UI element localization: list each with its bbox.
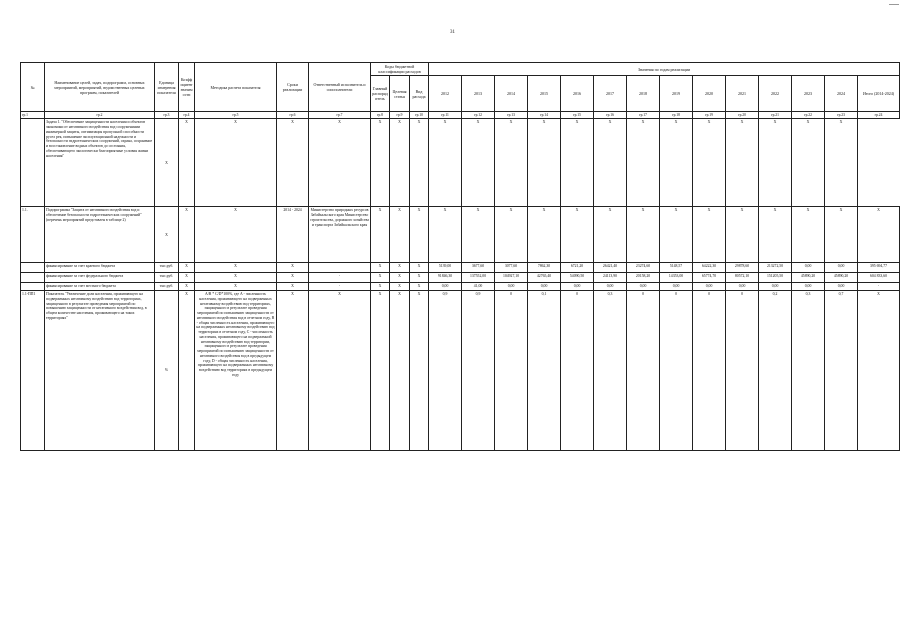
value-cell: 0	[561, 291, 594, 451]
cell: X	[429, 207, 462, 263]
cell: X	[627, 119, 660, 207]
value-cell: 45890,20	[792, 273, 825, 283]
col-number: гр.14	[528, 112, 561, 119]
col-number: гр.3	[155, 112, 179, 119]
value-cell: 91846,30	[429, 273, 462, 283]
cell: X	[371, 207, 390, 263]
col-number: гр.16	[594, 112, 627, 119]
value-cell: 0,00	[759, 283, 792, 291]
value-cell: 0,2	[759, 291, 792, 451]
value-cell: 20158,20	[627, 273, 660, 283]
cell: X	[693, 119, 726, 207]
cell: X	[410, 263, 429, 273]
cell: X	[726, 207, 759, 263]
header-year: 2015	[528, 76, 561, 112]
cell: X	[179, 263, 195, 273]
cell: X	[462, 207, 495, 263]
total-cell: X	[858, 291, 900, 451]
col-number: гр.9	[390, 112, 410, 119]
value-cell: 0	[627, 291, 660, 451]
header-code-target: Целевая статья	[390, 76, 410, 112]
value-cell: 0,00	[693, 283, 726, 291]
header-values: Значения по годам реализации	[429, 63, 900, 76]
cell: X	[309, 291, 371, 451]
header-year: 2021	[726, 76, 759, 112]
header-unit: Единица измерения показателя	[155, 63, 179, 112]
col-number: гр.2	[45, 112, 155, 119]
total-cell: -	[858, 283, 900, 291]
header-num: №	[21, 63, 45, 112]
cell	[309, 263, 371, 273]
header-year: 2016	[561, 76, 594, 112]
value-cell: 0,00	[825, 263, 858, 273]
value-cell: 0,3	[594, 291, 627, 451]
header-year: 2013	[462, 76, 495, 112]
col-number: гр.20	[726, 112, 759, 119]
value-cell: 26421,40	[594, 263, 627, 273]
cell: X	[759, 119, 792, 207]
value-cell: 3677,60	[462, 263, 495, 273]
column-numbers-row	[21, 112, 900, 119]
col-number: гр.22	[792, 112, 825, 119]
header-total: Итого (2014-2024)	[858, 76, 900, 112]
header-year: 2022	[759, 76, 792, 112]
cell: X	[390, 207, 410, 263]
task-unit: X	[155, 119, 179, 207]
cell: X	[660, 207, 693, 263]
header-coef: Коэффициент значимости	[179, 63, 195, 112]
col-number: гр.13	[495, 112, 528, 119]
col-number: гр.5	[195, 112, 277, 119]
col-number: гр.21	[759, 112, 792, 119]
col-number: гр.19	[693, 112, 726, 119]
cell: X	[528, 119, 561, 207]
cell: X	[561, 207, 594, 263]
cell: X	[410, 283, 429, 291]
cell: X	[371, 283, 390, 291]
value-cell: 0	[693, 291, 726, 451]
cell: X	[179, 283, 195, 291]
value-cell: 151205,50	[759, 273, 792, 283]
financing-unit: тыс.руб.	[155, 283, 179, 291]
value-cell: 0	[495, 291, 528, 451]
header-term: Сроки реализации	[277, 63, 309, 112]
col-number: гр.6	[277, 112, 309, 119]
value-cell: 6721,20	[561, 263, 594, 273]
cell: X	[195, 283, 277, 291]
value-cell: 0,00	[792, 283, 825, 291]
cell: X	[195, 273, 277, 283]
value-cell: 5148,57	[660, 263, 693, 273]
cell: X	[277, 283, 309, 291]
cell: X	[495, 207, 528, 263]
col-number: гр.24	[858, 112, 900, 119]
cell: X	[825, 119, 858, 207]
col-number: гр.11	[429, 112, 462, 119]
col-number: гр.12	[462, 112, 495, 119]
cell: X	[179, 119, 195, 207]
value-cell: 0,00	[660, 283, 693, 291]
cell: X	[528, 207, 561, 263]
value-cell: 29878,60	[726, 263, 759, 273]
cell: X	[277, 119, 309, 207]
subprogram-executor: Министерство природных ресурсов Забайкальского края Министерство строительства, дорожного хозяйства и транспорта Забайкальского края	[309, 207, 371, 263]
value-cell: 65774,70	[693, 273, 726, 283]
value-cell: 137552,00	[462, 273, 495, 283]
value-cell: 0,7	[825, 291, 858, 451]
header-code-type: Вид расхода	[410, 76, 429, 112]
header-year: 2018	[627, 76, 660, 112]
cell: X	[371, 291, 390, 451]
cell: X	[371, 263, 390, 273]
cell: X	[858, 207, 900, 263]
subprogram-unit: X	[155, 207, 179, 263]
value-cell: 7862,30	[528, 263, 561, 273]
financing-name: финансирование за счет местного бюджета	[45, 283, 155, 291]
indicator-unit: %	[155, 291, 179, 451]
cell: X	[410, 291, 429, 451]
value-cell: 42765,40	[528, 273, 561, 283]
value-cell: 0	[726, 291, 759, 451]
task-name: Задача 1. "Обеспечение защищенности населения и объектов экономики от негативного воздействия вод сооружениями инженерной защиты, оптимизация пропускной способности русел рек, повышение эксплуатационной надежности и безопасности гидротехнических сооружений, охрана, сохранение и восстановление водных объектов до состояния, обеспечивающего экологически благоприятные условия жизни населения"	[45, 119, 155, 207]
indicator-method: A/B * C/D*100%, где A - численность населения, проживающего на подверженных негативному воздействию вод территориях, защищенного в результате проведения мероприятий по повышению защищенности от негативного воздействия вод в отчетном году, B - общая численность населения, проживающего на подверженных негативному воздействию вод территориях в отчетном году, C - численность населения, проживающего на подверженной негативному воздействию вод территории, защищенного в результате проведения мероприятий по повышению защищенности от негативного воздействия вод в предыдущем году, D - общая численность населения, проживающего на подверженных негативному воздействию вод территориях в предыдущем году	[195, 291, 277, 451]
header-year: 2023	[792, 76, 825, 112]
value-cell: 104927,10	[495, 273, 528, 283]
cell: X	[792, 207, 825, 263]
financing-regional-row	[21, 263, 900, 273]
cell: X	[195, 207, 277, 263]
cell: X	[594, 119, 627, 207]
value-cell: 45890,20	[825, 273, 858, 283]
col-number: гр.1	[21, 112, 45, 119]
header-year: 2020	[693, 76, 726, 112]
col-number: гр.8	[371, 112, 390, 119]
value-cell: 0,00	[528, 283, 561, 291]
row-num	[21, 119, 45, 207]
cell: X	[277, 263, 309, 273]
subprogram-row	[21, 207, 900, 263]
value-cell: 213272,50	[759, 263, 792, 273]
col-number: гр.4	[179, 112, 195, 119]
cell: X	[726, 119, 759, 207]
header-executor: Ответственный исполнитель и соисполнители	[309, 63, 371, 112]
header-year: 2019	[660, 76, 693, 112]
total-cell: 604 833,60	[858, 273, 900, 283]
cell: -	[309, 283, 371, 291]
value-cell: 0,00	[792, 263, 825, 273]
cell: X	[390, 283, 410, 291]
cell: X	[277, 273, 309, 283]
value-cell: 41,00	[462, 283, 495, 291]
page-number: 31	[450, 30, 455, 35]
value-cell: 14353,00	[660, 273, 693, 283]
financing-federal-row	[21, 273, 900, 283]
cell: X	[410, 119, 429, 207]
value-cell: 80572,10	[726, 273, 759, 283]
value-cell: 3077,60	[495, 263, 528, 273]
col-number: гр.10	[410, 112, 429, 119]
header-code-grbs: Главный распорядитель	[371, 76, 390, 112]
value-cell: 5139,00	[429, 263, 462, 273]
cell: X	[371, 119, 390, 207]
value-cell: 64222,30	[693, 263, 726, 273]
cell: X	[561, 119, 594, 207]
value-cell: 23274,60	[627, 263, 660, 273]
cell: X	[277, 291, 309, 451]
cell: X	[825, 207, 858, 263]
financing-unit: тыс.руб.	[155, 273, 179, 283]
total-cell: 395 694,77	[858, 263, 900, 273]
value-cell: 0,00	[594, 283, 627, 291]
cell: X	[179, 273, 195, 283]
header-codes: Коды бюджетной классификации расходов	[371, 63, 429, 76]
cell: X	[660, 119, 693, 207]
header-year: 2012	[429, 76, 462, 112]
cell: X	[390, 119, 410, 207]
header-year: 2024	[825, 76, 858, 112]
row-num: 1.1.	[21, 207, 45, 263]
value-cell: 54090,50	[561, 273, 594, 283]
financing-name: финансирование за счет федерального бюджета	[45, 273, 155, 283]
cell: X	[309, 119, 371, 207]
cell: X	[390, 263, 410, 273]
col-number: гр.18	[660, 112, 693, 119]
value-cell: 0,3	[792, 291, 825, 451]
task-row	[21, 119, 900, 207]
col-number: гр.7	[309, 112, 371, 119]
cell: X	[495, 119, 528, 207]
header-year: 2014	[495, 76, 528, 112]
col-number: гр.23	[825, 112, 858, 119]
col-number: гр.15	[561, 112, 594, 119]
cell: X	[179, 291, 195, 451]
header-year: 2017	[594, 76, 627, 112]
cell: X	[390, 291, 410, 451]
header-name: Наименование целей, задач, подпрограмм, основных мероприятий, мероприятий, ведомственных целевых программ, показателей	[45, 63, 155, 112]
cell: X	[195, 119, 277, 207]
value-cell: 0,00	[726, 283, 759, 291]
financing-local-row	[21, 283, 900, 291]
cell: X	[195, 263, 277, 273]
value-cell: 24113,90	[594, 273, 627, 283]
corner-mark	[889, 4, 899, 5]
cell: X	[627, 207, 660, 263]
value-cell: 0,00	[495, 283, 528, 291]
row-num: 1.1-ПП1	[21, 291, 45, 451]
indicator-name: Показатель "Увеличение доли населения, проживающего на подверженных негативному воздействию вод территориях, защищенного в результате проведения мероприятий по повышению защищенности от негативного воздействия вод, в общем количестве населения, проживающего на таких территориях"	[45, 291, 155, 451]
cell: X	[693, 207, 726, 263]
cell: X	[410, 273, 429, 283]
value-cell: 0,00	[429, 283, 462, 291]
cell: X	[371, 273, 390, 283]
indicators-table	[20, 62, 900, 451]
cell: X	[429, 119, 462, 207]
subprogram-term: 2014 - 2024	[277, 207, 309, 263]
indicator-row	[21, 291, 900, 451]
cell: X	[594, 207, 627, 263]
value-cell: 0,00	[825, 283, 858, 291]
value-cell: 0,9	[429, 291, 462, 451]
value-cell: 0	[660, 291, 693, 451]
value-cell: 0,1	[528, 291, 561, 451]
cell: -	[309, 273, 371, 283]
financing-unit: тыс.руб.	[155, 263, 179, 273]
header-method: Методика расчета показателя	[195, 63, 277, 112]
cell: X	[410, 207, 429, 263]
cell: X	[792, 119, 825, 207]
financing-name: финансирование за счет краевого бюджета	[45, 263, 155, 273]
cell: X	[390, 273, 410, 283]
value-cell: 0,00	[627, 283, 660, 291]
value-cell: 0,9	[462, 291, 495, 451]
cell: X	[179, 207, 195, 263]
subprogram-name: Подпрограмма "Защита от негативного воздействия вод и обеспечение безопасности гидротехнических сооружений" (перечень мероприятий представлен в таблице 2)	[45, 207, 155, 263]
value-cell: 0,00	[561, 283, 594, 291]
col-number: гр.17	[627, 112, 660, 119]
cell: X	[759, 207, 792, 263]
cell: X	[462, 119, 495, 207]
